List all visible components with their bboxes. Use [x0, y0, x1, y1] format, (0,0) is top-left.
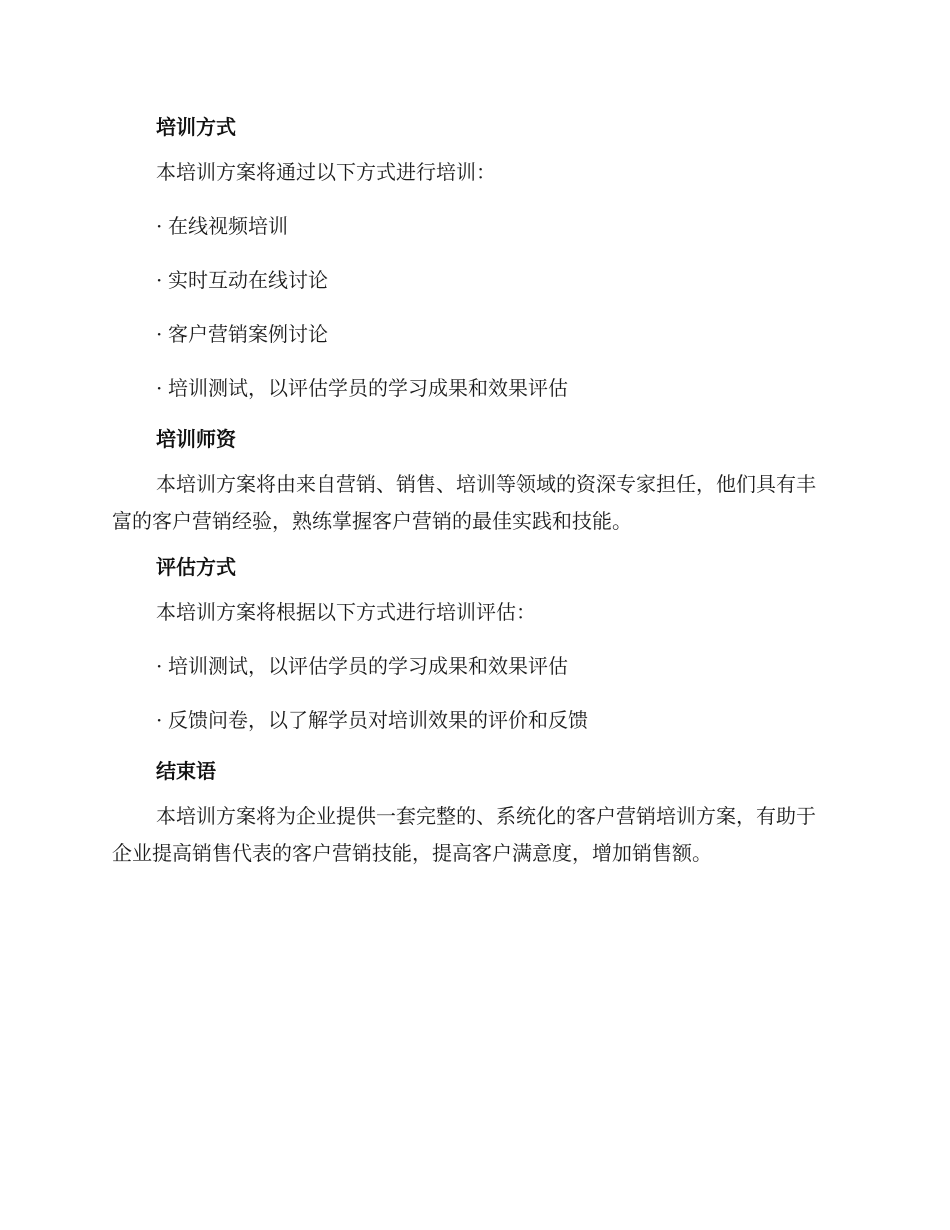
section-heading: 结束语 — [156, 759, 216, 783]
bullet-mark: · — [156, 708, 163, 732]
list-item: · 实时互动在线讨论 — [112, 262, 830, 299]
section-intro: 本培训方案将通过以下方式进行培训： — [156, 160, 496, 184]
section-training-methods — [112, 112, 830, 407]
section-paragraph: 本培训方案将为企业提供一套完整的、系统化的客户营销培训方案，有助于企业提高销售代表的客户营销技能，提高客户满意度，增加销售额。 — [112, 804, 816, 865]
section-conclusion — [112, 756, 830, 872]
list-item: · 客户营销案例讨论 — [112, 316, 830, 353]
list-item: · 反馈问卷，以了解学员对培训效果的评价和反馈 — [112, 702, 830, 739]
bullet-list — [112, 648, 830, 739]
section-trainers — [112, 424, 830, 540]
section-paragraph: 本培训方案将由来自营销、销售、培训等领域的资深专家担任，他们具有丰富的客户营销经验，熟练掌握客户营销的最佳实践和技能。 — [112, 472, 816, 533]
bullet-mark: · — [156, 322, 163, 346]
bullet-list — [112, 208, 830, 407]
section-heading: 培训师资 — [156, 427, 236, 451]
section-heading: 评估方式 — [156, 555, 236, 579]
section-evaluation — [112, 552, 830, 739]
bullet-mark: · — [156, 376, 163, 400]
bullet-mark: · — [156, 268, 163, 292]
list-item: · 培训测试，以评估学员的学习成果和效果评估 — [112, 648, 830, 685]
bullet-mark: · — [156, 654, 163, 678]
bullet-mark: · — [156, 214, 163, 238]
list-item: · 培训测试，以评估学员的学习成果和效果评估 — [112, 370, 830, 407]
section-intro: 本培训方案将根据以下方式进行培训评估： — [156, 600, 536, 624]
list-item: · 在线视频培训 — [112, 208, 830, 245]
section-heading: 培训方式 — [156, 115, 236, 139]
